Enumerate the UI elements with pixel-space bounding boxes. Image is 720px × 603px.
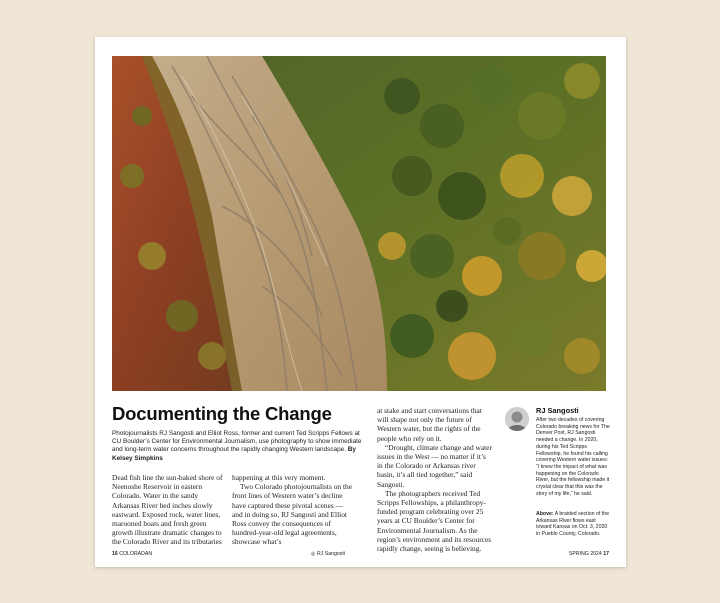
photo-caption: [536, 511, 610, 538]
body-paragraph: The photographers received Ted Scripps Fellowships, a philanthropy-funded program celebrating over 25 years at CU Boulder’s Center for Environmental Journalism. As the region’s environment and its resources rapidly change, seeing is believing.: [377, 488, 492, 554]
photographer-avatar: [505, 407, 529, 431]
body-paragraph: Two Colorado photojournalists on the front lines of Western water’s decline have captured these pivotal scenes — and in doing so, RJ Sangosti and Elliot Ross convey the consequences of hundred-year-old legal agreements, showcase what’s: [232, 482, 352, 547]
article-headline: Documenting the Change: [112, 403, 332, 424]
photo-credit-name: RJ Sangosti: [316, 551, 345, 557]
body-paragraph: happening at this very moment.: [232, 473, 326, 482]
left-footer-label: COLORADAN: [119, 551, 153, 557]
body-paragraph: Dead fish line the sun-baked shore of Neenoshe Reservoir in eastern Colorado. Water in the sandy Arkansas River bed inches slowly eastward. Exposed rock, water lines, marooned boats and fresh green growth illustrate dramatic changes to the Colorado River and its tributaries: [112, 473, 223, 547]
sidebar-bio: After two decades of covering Colorado breaking news for The Denver Post, RJ Sangosti needed a change. In 2020, during his Ted Scripps Fellowship, he found his calling covering Western water issues: “I knew the impact of what was happening on the Colorado River, but the fellowship made it crystal clear that this was the story of my life,” he said.: [536, 417, 610, 497]
byline: By Kelsey Simpkins: [112, 446, 356, 462]
caption-label: Above:: [536, 511, 554, 517]
dek-text: Photojournalists RJ Sangosti and Elliot Ross, former and current Ted Scripps Fellows at CU Boulder’s Center for Environmental Journalism, use photography to show immediate and long-term water concerns throughout the rapidly changing Western landscape.: [112, 430, 362, 454]
right-page-number: 17: [603, 551, 609, 557]
left-page-number: 16: [112, 551, 118, 557]
sidebar-name: RJ Sangosti: [536, 406, 579, 415]
right-footer-label: SPRING 2024: [568, 551, 602, 557]
body-column-3: [377, 406, 492, 553]
body-column-2: [232, 473, 355, 547]
body-paragraph: at stake and start conversations that will shape not only the future of Western water, but the rights of the people who rely on it.: [377, 406, 482, 443]
footer-right: [569, 551, 609, 557]
camera-icon: ◎: [311, 551, 316, 557]
river-aerial-photo: [112, 56, 606, 391]
footer-left: [112, 551, 152, 557]
photo-credit: [311, 551, 345, 557]
body-column-1: [112, 473, 225, 547]
article-dek: [112, 430, 370, 463]
magazine-spread: [95, 37, 626, 567]
body-paragraph: “Drought, climate change and water issues in the West — no matter if it’s in the Colorado or Arkansas river basin, it’s all tied together,” said Sangosti.: [377, 442, 492, 489]
caption-text: A braided section of the Arkansas River flows east toward Kansas on Oct. 3, 2020 in Pueblo County, Colorado.: [536, 511, 609, 538]
